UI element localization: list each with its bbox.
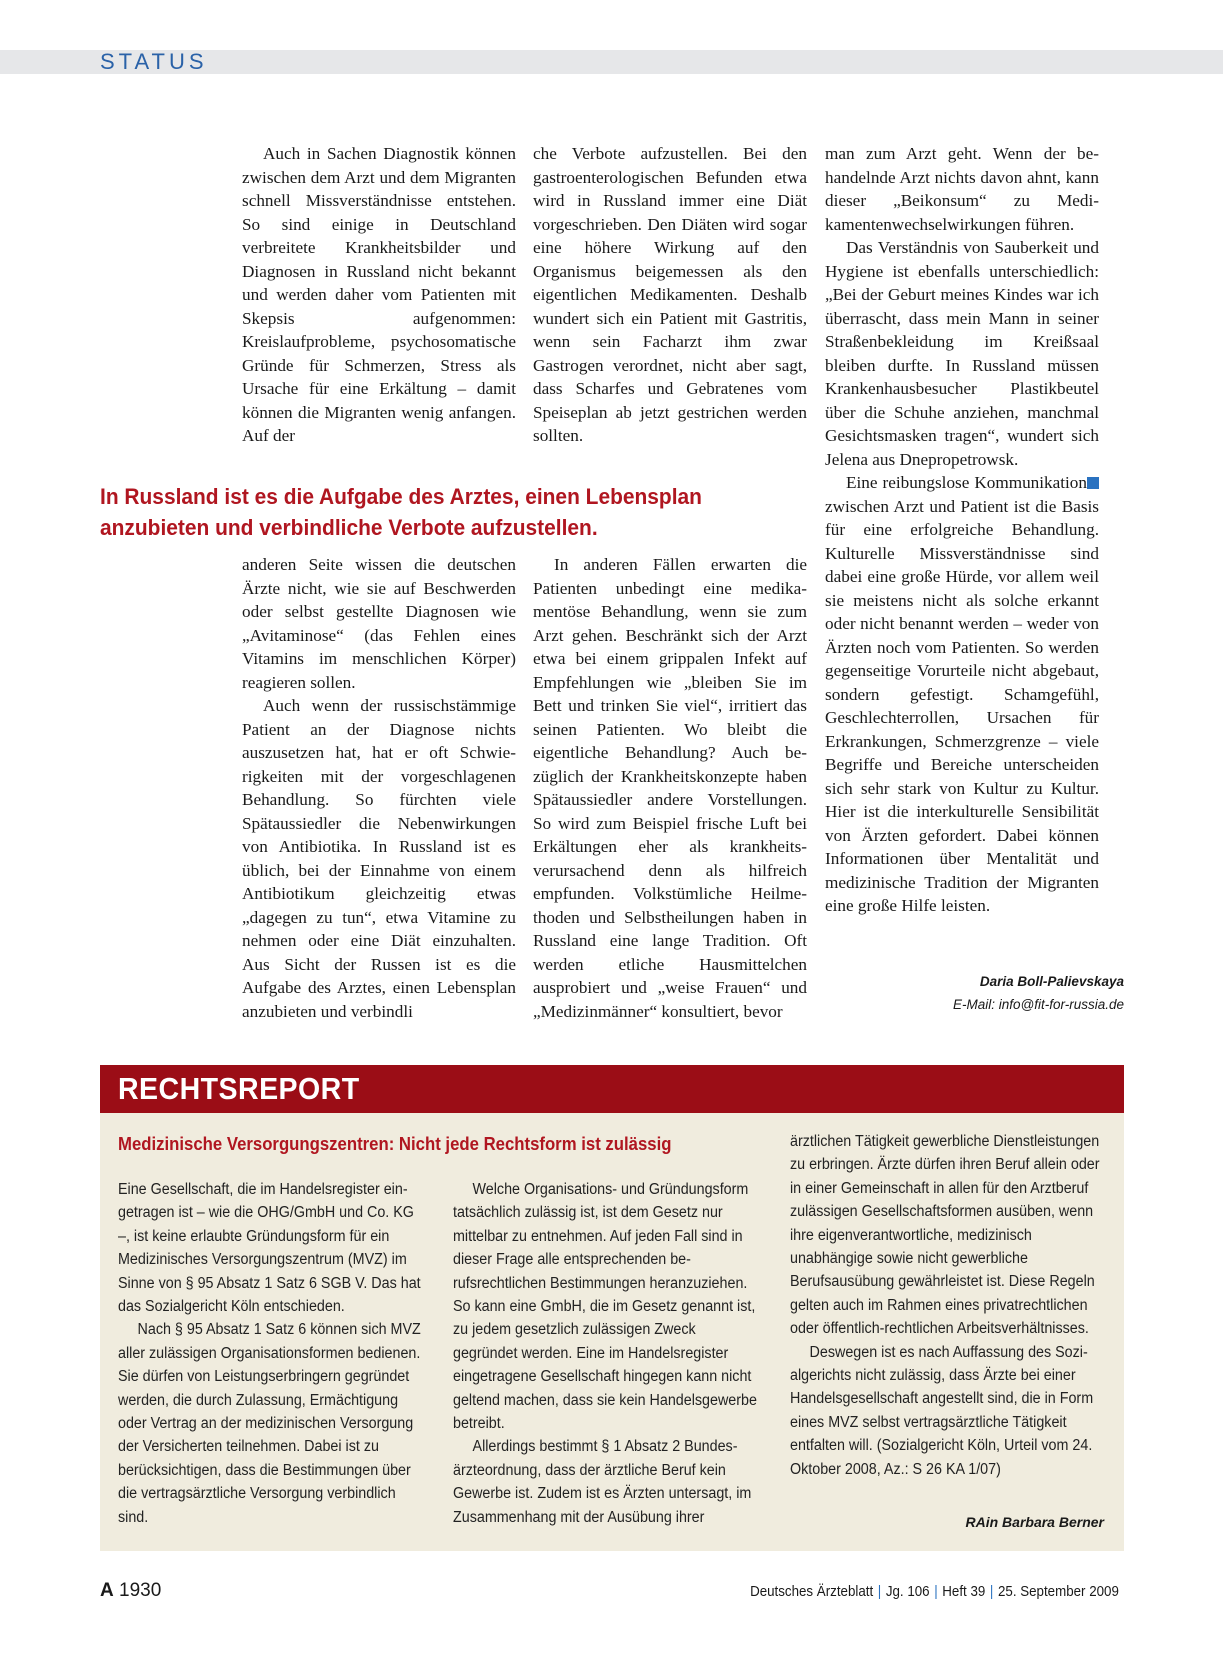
paragraph: Das Verständnis von Sauberkeit und Hygiene ist ebenfalls unterschiedlich: „Bei der Geburt meines Kindes war ich überrascht, dass mein Mann in seiner Straßenbekleidung im Kreißsaal bleiben durfte. In Russland müssen Krankenhausbesucher Plastikbeutel über die Schuhe anziehen, manchmal Gesichtsmasken tragen“, wundert sich Jelena aus Dnepropetrowsk. — [825, 238, 1099, 469]
rechtsreport-column-1 — [118, 1178, 428, 1529]
rechtsreport-column-3 — [790, 1130, 1100, 1481]
article-column-1-top — [242, 142, 516, 448]
paragraph: ärztlichen Tätigkeit gewerbliche Dienstleistungen zu erbringen. Ärzte dürfen ihren Beruf allein oder in einer Gemeinschaft in allen für den Arztberuf zulässigen Gesellschaftsformen ausüben, wenn ihre eigenverantwortliche, medizinisch unabhängige sowie nicht gewerbliche Berufsausübung gewährleistet ist. Diese Regeln gelten auch im Rahmen eines privatrechtlichen oder öffentlich-rechtlichen Arbeitsverhältnisses. — [790, 1133, 1100, 1338]
paragraph: Deswegen ist es nach Auffassung des Sozialgerichts nicht zulässig, dass Ärzte bei einer Handelsgesellschaft angestellt sind, die in Form eines MVZ selbst vertragsärztliche Tätigkeit entfalten will. (Sozialgericht Köln, Urteil vom 24. Oktober 2008, Az.: S 26 KA 1/07) — [790, 1343, 1094, 1478]
article-column-1-bottom — [242, 553, 516, 1023]
journal-date: 25. September 2009 — [998, 1584, 1119, 1600]
author-name: Daria Boll-Palievskaya — [979, 974, 1124, 989]
page-prefix: A — [100, 1580, 114, 1601]
journal-issue: Heft 39 — [942, 1584, 986, 1600]
paragraph — [825, 471, 1099, 918]
paragraph: Welche Organisations- und Gründungsform tatsächlich zulässig ist, ist dem Gesetz nur mittelbar zu entnehmen. Auf jeden Fall sind in dieser Frage alle entsprechenden berufsrechtlichen Bestimmungen heranzuziehen. So kann eine GmbH, die im Gesetz genannt ist, zu jedem gesetzlich zulässigen Zweck gegründet werden. Eine im Handelsregister eingetragene Gesellschaft hingegen kann nicht geltend machen, dass sie kein Handelsgewerbe betreibt. — [453, 1181, 757, 1433]
end-mark-icon — [1087, 477, 1099, 489]
article-column-3 — [825, 142, 1099, 918]
author-email: E-Mail: info@fit-for-russia.de — [952, 997, 1124, 1012]
article-column-2-bottom — [533, 553, 807, 1023]
pull-quote: In Russland ist es die Aufgabe des Arztes, einen Lebensplan anzubieten und verbindliche Verbote aufzustellen. — [100, 484, 702, 540]
separator-icon: | — [877, 1584, 882, 1600]
rechtsreport-column-2 — [453, 1178, 763, 1529]
paragraph: Nach § 95 Absatz 1 Satz 6 können sich MVZ aller zulässigen Organisationsformen bedienen. Sie dürfen von Leistungserbringern gegründet werden, die durch Zulassung, Ermächtigung oder Vertrag an der medizinischen Versorgung der Versicherten teilnehmen. Dabei ist zu berücksichtigen, dass die Bestimmungen über die vertragsärztliche Versorgung verbindlich sind. — [118, 1321, 421, 1526]
paragraph: Auch wenn der russischstämmige Patient an der Diagnose nichts auszusetzen hat, hat er oft Schwierigkeiten mit der vorgeschlagenen Behandlung. So fürchten viele Spätaussiedler die Nebenwirkungen von Antibiotika. In Russland ist es üblich, bei der Einnahme von einem Antibiotikum gleichzeitig etwas „dagegen zu tun“, etwa Vitamine zu nehmen oder eine Diät einzuhalten. Aus Sicht der Russen ist es die Aufgabe des Arztes, einen Lebensplan anzubieten und verbindli — [242, 696, 516, 1021]
paragraph: In anderen Fällen erwarten die Patienten unbedingt eine medikamentöse Behandlung, wenn sie zum Arzt gehen. Beschränkt sich der Arzt etwa bei einem grippalen Infekt auf Empfehlungen wie „bleiben Sie im Bett und trinken Sie viel“, irritiert das seinen Patienten. Wo bleibt die eigentliche Behandlung? Auch bezüglich der Krankheitskonzepte haben Spätaussiedler andere Vorstellungen. So wird zum Beispiel frische Luft bei Erkältungen eher als krankheitsverursachend denn als hilfreich empfunden. Volkstümliche Heilmethoden und Selbstheilungen haben in Russland eine lange Tradition. Oft werden etliche Hausmittelchen ausprobiert und „weise Frauen“ und „Medizinmänner“ konsultiert, bevor — [533, 555, 807, 1021]
page-number-value: 1930 — [119, 1580, 162, 1601]
rechtsreport-author: RAin Barbara Berner — [965, 1514, 1104, 1530]
rechtsreport-title: RECHTSREPORT — [118, 1071, 360, 1106]
paragraph: man zum Arzt geht. Wenn der behandelnde Arzt nichts davon ahnt, kann dieser „Beikonsum“ zu Medikamentenwechselwirkungen führen. — [825, 144, 1099, 234]
rechtsreport-headline: Medizinische Versorgungszentren: Nicht jede Rechtsform ist zulässig — [118, 1134, 672, 1154]
rechtsreport-header — [100, 1065, 1124, 1113]
paragraph: Eine Gesellschaft, die im Handelsregister eingetragen ist – wie die OHG/GmbH und Co. KG –, ist keine erlaubte Gründungsform für ein Medizinisches Versorgungszentrum (MVZ) im Sinne von § 95 Absatz 1 Satz 6 SGB V. Das hat das Sozialgericht Köln entschieden. — [118, 1181, 421, 1316]
journal-name: Deutsches Ärzteblatt — [750, 1584, 874, 1600]
paragraph: Allerdings bestimmt § 1 Absatz 2 Bundesärzteordnung, dass der ärztliche Beruf kein Gewerbe ist. Zudem ist es Ärzten untersagt, im Zusammenhang mit der Ausübung ihrer — [453, 1438, 752, 1526]
section-label: STATUS — [100, 49, 208, 74]
journal-info — [750, 1582, 1119, 1602]
page-number — [100, 1578, 161, 1604]
paragraph: che Verbote aufzustellen. Bei den gastroenterologischen Befunden etwa wird in Russland immer eine Diät vorgeschrieben. Den Diäten wird sogar eine höhere Wirkung auf den Organismus beigemessen als den eigentlichen Medikamenten. Deshalb wundert sich ein Patient mit Gastritis, wenn sein Facharzt ihm zwar Gastrogen verordnet, nicht aber sagt, dass Scharfes und Gebratenes vom Speiseplan ab jetzt gestrichen werden sollten. — [533, 144, 807, 445]
paragraph: Auch in Sachen Diagnostik können zwischen dem Arzt und dem Migranten schnell Missverständnisse entstehen. So sind einige in Deutschland verbreitete Krankheitsbilder und Diagnosen in Russland nicht bekannt und werden daher vom Patienten mit Skepsis aufgenommen: Kreislaufprobleme, psychosomatische Gründe für Schmerzen, Stress als Ursache für eine Erkältung – damit können die Migranten wenig anfangen. Auf der — [242, 144, 516, 445]
paragraph-text: Eine reibungslose Kommunikation zwischen Arzt und Patient ist die Basis für eine erfolgreiche Behandlung. Kulturelle Missverständnisse sind dabei eine große Hürde, vor allem weil sie meistens nicht als solche erkannt oder nicht benannt werden – weder von Ärzten noch vom Patienten. So werden gegenseitige Vorurteile nicht abgebaut, sondern gefestigt. Schamgefühl, Geschlechterrollen, Ursachen für Erkrankungen, Schmerzgrenze – viele Begriffe und Bereiche unterscheiden sich sehr stark von Kultur zu Kultur. Hier ist die interkulturelle Sensibilität von Ärzten gefordert. Dabei können Informationen über Mentalität und medizinische Tradition der Migranten eine große Hilfe leisten. — [825, 473, 1099, 915]
paragraph: anderen Seite wissen die deutschen Ärzte nicht, wie sie auf Beschwerden oder selbst gestellte Diagnosen wie „Avitaminose“ (das Fehlen eines Vitamins im menschlichen Körper) reagieren sollen. — [242, 555, 516, 692]
separator-icon: | — [934, 1584, 938, 1600]
journal-volume: Jg. 106 — [885, 1584, 930, 1600]
separator-icon: | — [990, 1584, 994, 1600]
article-column-2-top — [533, 142, 807, 448]
